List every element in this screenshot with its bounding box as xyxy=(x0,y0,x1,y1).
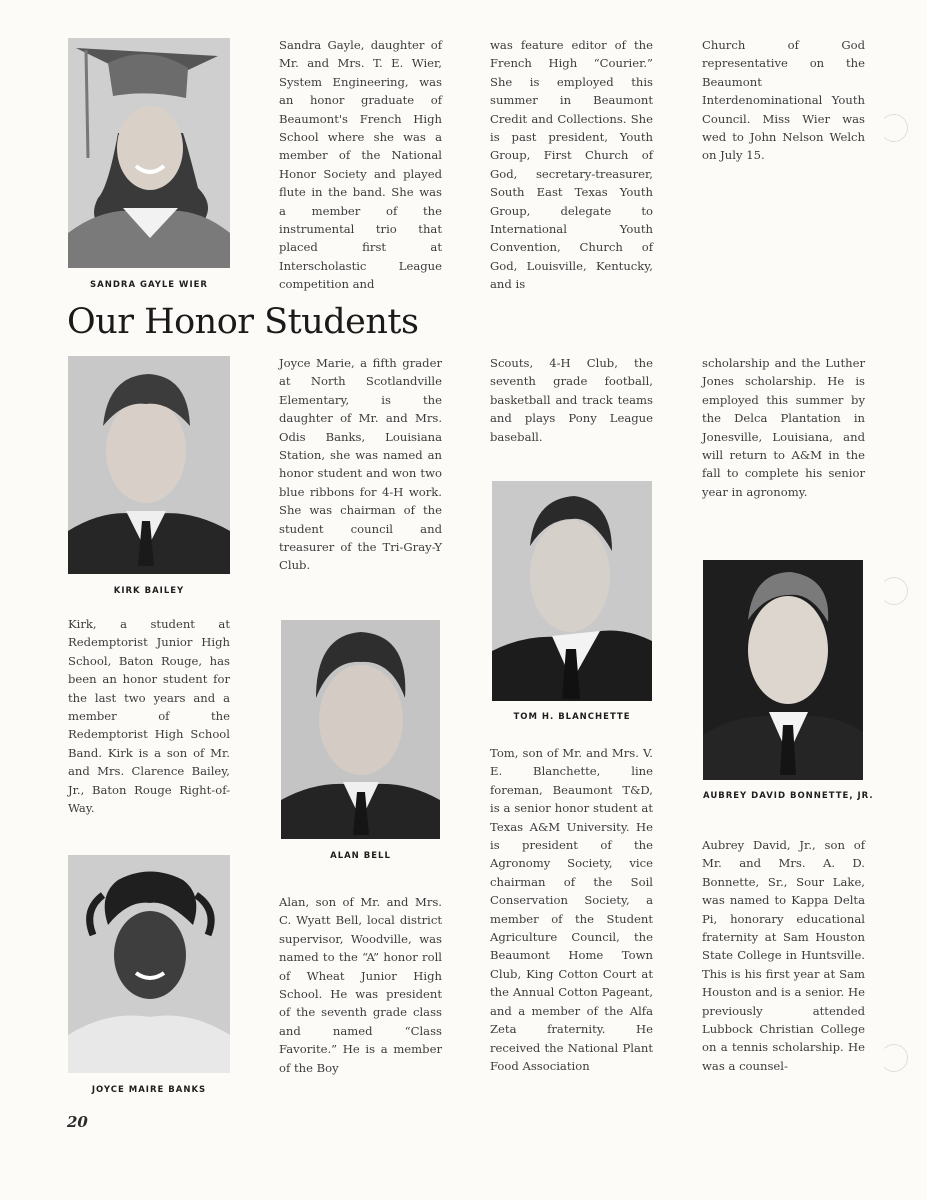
page-number: 20 xyxy=(67,1113,88,1131)
caption-sandra-gayle-wier: SANDRA GAYLE WIER xyxy=(90,280,208,290)
bio-text: Tom, son of Mr. and Mrs. V. E. Blanchette, line foreman, Beaumont T&D, is a senior honor student at Texas A&M University. He is president of the Agronomy Society, vice chairman of the Soil Conservation Society, a member of the Student Agriculture Council, the Beaumont Home Town Club, King Cotton Court at the Annual Cotton Pageant, and a member of the Alfa Zeta fraternity. He received the National Plant Food Association xyxy=(490,746,653,1073)
bio-text: scholarship and the Luther Jones scholarship. He is employed this summer by the Delca Plantation in Jonesville, Louisiana, and will return to A&M in the fall to complete his senior year in agronomy. xyxy=(702,356,865,499)
portrait-girl-braids-icon xyxy=(68,855,230,1073)
bio-text: Sandra Gayle, daughter of Mr. and Mrs. T. E. Wier, System Engineering, was an honor graduate of Beaumont's French High School where she was a member of the National Honor Society and played flute in the band. She was a member of the instrumental trio that placed first at Interscholastic League competition and xyxy=(279,38,442,292)
punch-hole-icon xyxy=(880,1044,908,1072)
bio-joyce-maire-banks xyxy=(279,354,442,575)
bio-sandra-col-1 xyxy=(279,36,442,294)
bio-text: Kirk, a student at Redemptorist Junior High School, Baton Rouge, has been an honor student for the last two years and a member of the Redemptorist High School Band. Kirk is a son of Mr. and Mrs. Clarence Bailey, Jr., Baton Rouge Right-of-Way. xyxy=(68,617,230,816)
photo-aubrey-bonnette xyxy=(703,560,863,780)
bio-alan-bell-col-1 xyxy=(279,893,442,1077)
portrait-graduation-cap-icon xyxy=(68,38,230,268)
photo-alan-bell xyxy=(281,620,440,839)
bio-alan-bell-col-2 xyxy=(490,354,653,446)
bio-text: Aubrey David, Jr., son of Mr. and Mrs. A. D. Bonnette, Sr., Sour Lake, was named to Kappa Delta Pi, honorary educational fraternity at Sam Houston State College in Huntsville. This is his first year at Sam Houston and is a senior. He previously attended Lubbock Christian College on a tennis scholarship. He was a counsel- xyxy=(702,838,865,1073)
bio-text: Scouts, 4-H Club, the seventh grade football, basketball and track teams and plays Pony League baseball. xyxy=(490,356,653,444)
bio-text: Church of God representative on the Beaumont Interdenominational Youth Council. Miss Wier was wed to John Nelson Welch on July 15. xyxy=(702,38,865,163)
caption-alan-bell: ALAN BELL xyxy=(330,851,391,861)
caption-aubrey-bonnette: AUBREY DAVID BONNETTE, JR. xyxy=(703,791,874,801)
caption-kirk-bailey: KIRK BAILEY xyxy=(113,586,185,596)
photo-sandra-gayle-wier xyxy=(68,38,230,268)
punch-hole-icon xyxy=(880,114,908,142)
portrait-boy-suit-icon xyxy=(281,620,440,839)
bio-text: Alan, son of Mr. and Mrs. C. Wyatt Bell, local district supervisor, Woodville, was named to the “A” honor roll of Wheat Junior High School. He was president of the seventh grade class and named “Class Favorite.” He is a member of the Boy xyxy=(279,895,442,1075)
caption-joyce-maire-banks: JOYCE MAIRE BANKS xyxy=(91,1085,207,1095)
bio-tom-blanchette-col-2 xyxy=(702,354,865,501)
bio-tom-blanchette-col-1 xyxy=(490,744,653,1075)
bio-text: Joyce Marie, a fifth grader at North Scotlandville Elementary, is the daughter of Mr. and Mrs. Odis Banks, Louisiana Station, she was named an honor student and won two blue ribbons for 4-H work. She was chairman of the student council and treasurer of the Tri-Gray-Y Club. xyxy=(279,356,442,573)
bio-sandra-col-2 xyxy=(490,36,653,294)
caption-tom-blanchette: TOM H. BLANCHETTE xyxy=(513,712,631,722)
page-title: Our Honor Students xyxy=(67,302,419,342)
portrait-boy-suit-icon xyxy=(68,356,230,574)
bio-sandra-col-3 xyxy=(702,36,865,165)
portrait-man-suit-icon xyxy=(492,481,652,701)
bio-kirk-bailey xyxy=(68,615,230,817)
punch-hole-icon xyxy=(880,577,908,605)
bio-aubrey-bonnette xyxy=(702,836,865,1075)
bio-text: was feature editor of the French High “Courier.” She is employed this summer in Beaumont Credit and Collections. She is past president, Youth Group, First Church of God, secretary-treasurer, South East Texas Youth Group, delegate to International Youth Convention, Church of God, Louisville, Kentucky, and is xyxy=(490,38,653,292)
photo-kirk-bailey xyxy=(68,356,230,574)
photo-tom-blanchette xyxy=(492,481,652,701)
photo-joyce-maire-banks xyxy=(68,855,230,1073)
portrait-man-suit-icon xyxy=(703,560,863,780)
